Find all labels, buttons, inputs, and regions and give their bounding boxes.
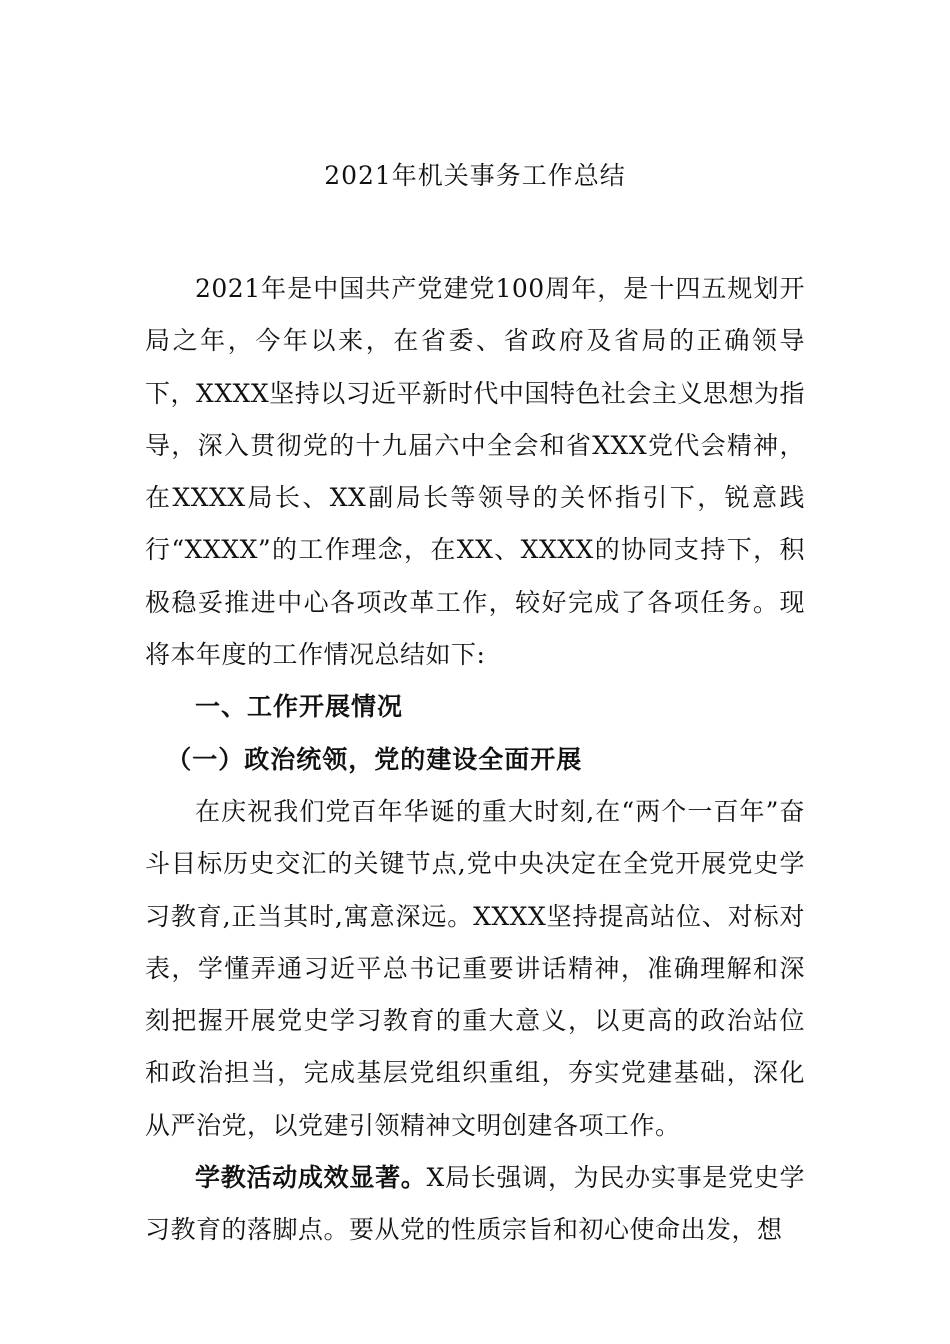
body-paragraph-2 — [145, 1152, 805, 1257]
body-paragraph: 在庆祝我们党百年华诞的重大时刻,在“两个一百年”奋斗目标历史交汇的关键节点,党中央决定在全党开展党史学习教育,正当其时,寓意深远。XXXX坚持提高站位、对标对表，学懂弄通习近平总书记重要讲话精神，准确理解和深刻把握开展党史学习教育的重大意义，以更高的政治站位和政治担当，完成基层党组织重组，夯实党建基础，深化从严治党，以党建引领精神文明创建各项工作。 — [145, 796, 805, 1140]
document-body — [145, 263, 805, 1257]
intro-paragraph: 2021年是中国共产党建党100周年，是十四五规划开局之年，今年以来，在省委、省政府及省局的正确领导下，XXXX坚持以习近平新时代中国特色社会主义思想为指导，深入贯彻党的十九届六中全会和省XXX党代会精神，在XXXX局长、XX副局长等领导的关怀指引下，锐意践行“XXXX”的工作理念，在XX、XXXX的协同支持下，积极稳妥推进中心各项改革工作，较好完成了各项任务。现将本年度的工作情况总结如下: — [145, 274, 805, 670]
section-heading: 一、工作开展情况 — [195, 692, 404, 722]
subsection-heading: （一）政治统领，党的建设全面开展 — [166, 744, 583, 774]
paragraph-text: X局长强调，为民办实事是党史学习教育的落脚点。要从党的性质宗旨和初心使命出发，想 — [145, 1163, 805, 1245]
document-title: 2021年机关事务工作总结 — [324, 161, 626, 190]
paragraph-lead: 学教活动成效显著。 — [195, 1163, 427, 1193]
